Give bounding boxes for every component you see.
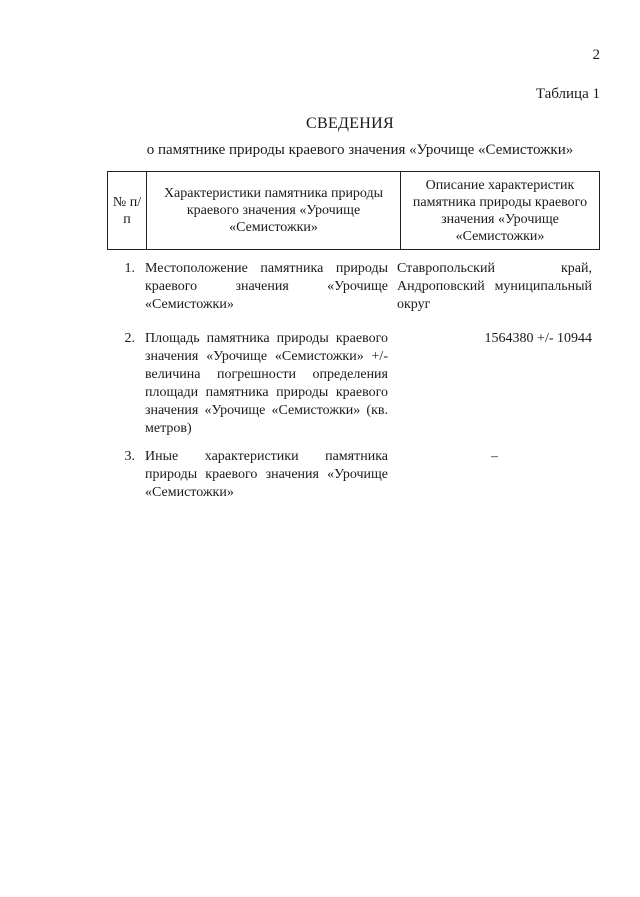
- header-description: Описание характеристик памятника природы краевого значения «Урочище «Семистожки»: [401, 172, 600, 250]
- table-label: Таблица 1: [535, 86, 600, 102]
- row-number: 3.: [124, 449, 135, 464]
- row-number: 1.: [124, 261, 135, 276]
- header-number: № п/п: [108, 172, 147, 250]
- row-characteristic: Площадь памятника природы краевого значения «Урочище «Семистожки» +/- величина погрешности определения площади памятника природы краевого значения «Урочище «Семистожки» (кв. метров): [145, 331, 388, 436]
- row-characteristic: Местоположение памятника природы краевого значения «Урочище «Семистожки»: [145, 261, 388, 312]
- table-header: [107, 171, 600, 250]
- row-number: 2.: [124, 331, 135, 346]
- document-title: СВЕДЕНИЯ: [306, 115, 394, 132]
- header-characteristics: Характеристики памятника природы краевого значения «Урочище «Семистожки»: [147, 172, 401, 250]
- row-description: Ставропольский край, Андроповский муниципальный округ: [397, 261, 592, 312]
- row-description: 1564380 +/- 10944: [484, 331, 592, 346]
- row-description: –: [491, 449, 498, 464]
- row-characteristic: Иные характеристики памятника природы краевого значения «Урочище «Семистожки»: [145, 449, 388, 500]
- document-subtitle: о памятнике природы краевого значения «Урочище «Семистожки»: [146, 142, 574, 158]
- page-number: 2: [592, 47, 600, 63]
